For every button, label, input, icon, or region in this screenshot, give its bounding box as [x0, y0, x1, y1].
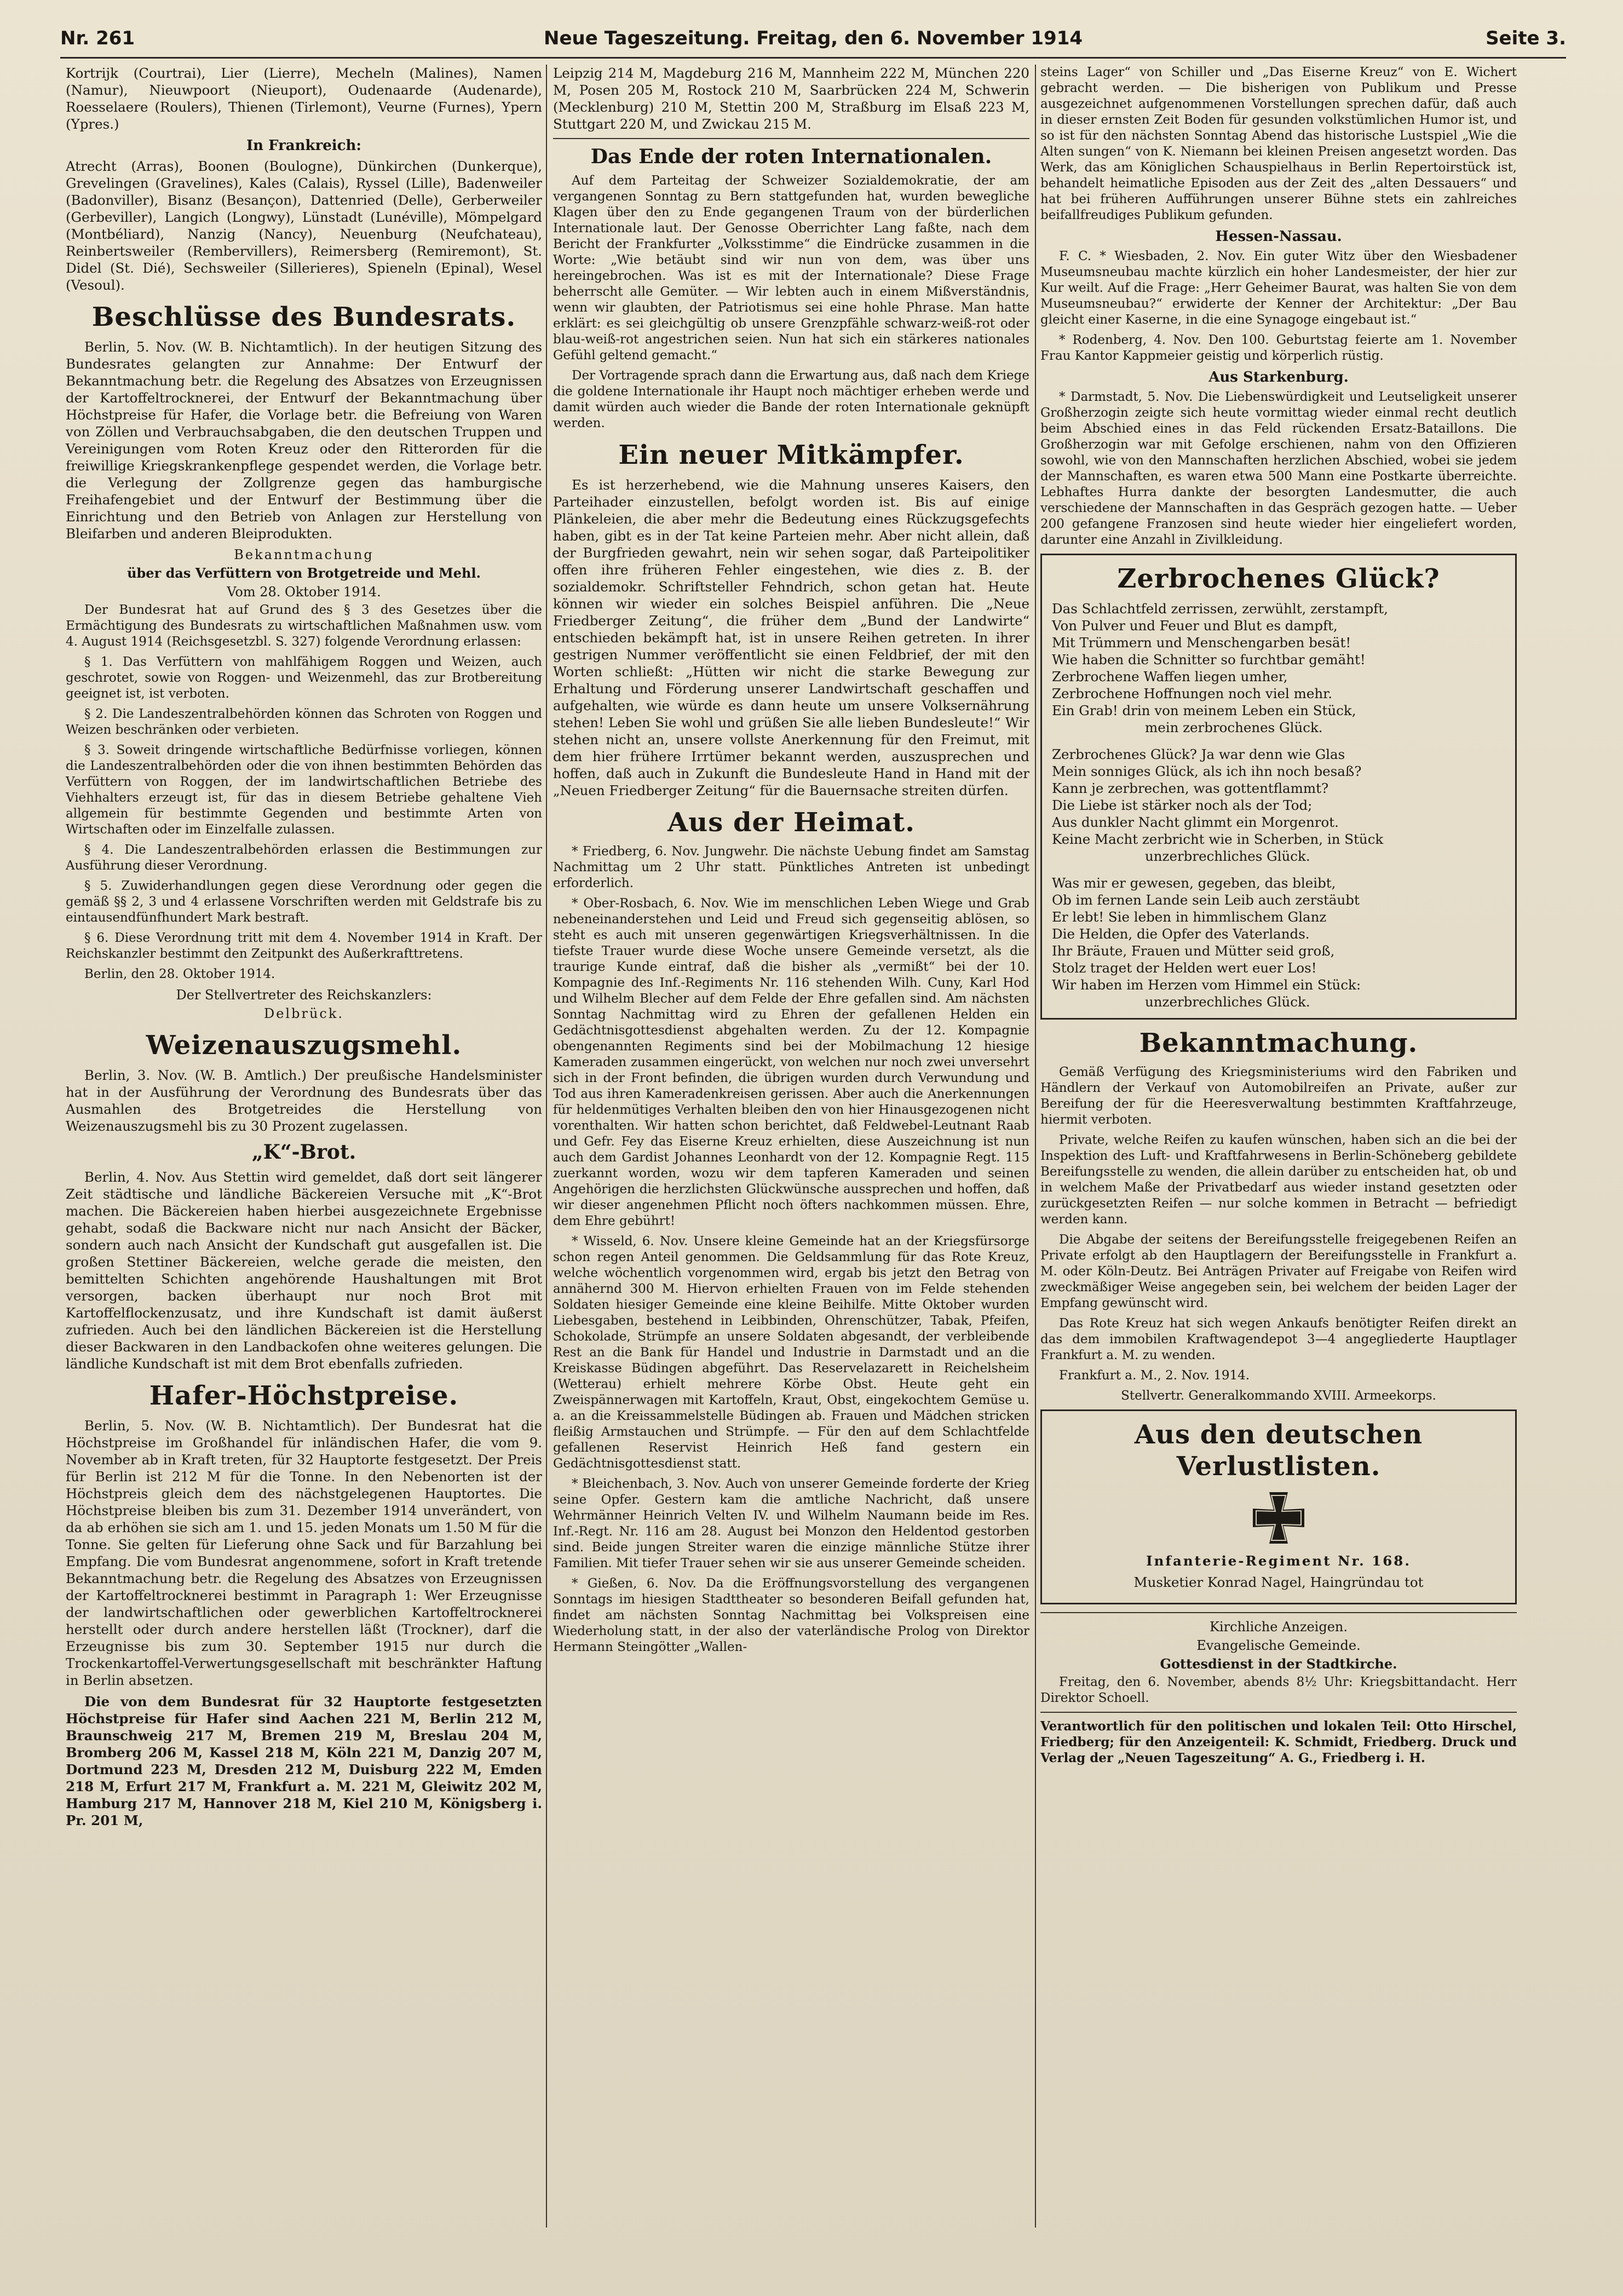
poem-line: Mit Trümmern und Menschengarben besät!	[1052, 635, 1351, 651]
church-service-place: Gottesdienst in der Stadtkirche.	[1160, 1656, 1397, 1672]
divider	[553, 138, 1029, 139]
poem-line: unzerbrechliches Glück.	[1145, 994, 1310, 1010]
place-list-heading: In Frankreich:	[246, 137, 362, 154]
notice-date: Vom 28. Oktober 1914.	[227, 584, 381, 600]
local-news-giessen: * Gießen, 6. Nov. Da die Eröffnungsvorstellung des vergangenen Sonntags im hiesigen Stadttheater so besonderen Beifall gefunden hat, findet am nächsten Sonntag Nachmittag bei Volkspreisen eine Wiederholung statt, in der also der vaterländische Prolog von Direktor Hermann Steingötter „Wallen-	[553, 1576, 1029, 1654]
poem-stanza-3	[1052, 874, 1505, 1010]
iron-cross-icon	[1248, 1488, 1309, 1548]
article-text-hafer-1: Berlin, 5. Nov. (W. B. Nichtamtlich). Der Bundesrat hat die Höchstpreise im Großhandel für inländischen Hafer, die vom 9. November ab in Kraft treten, für 32 Hauptorte festgesetzt. Der Preis für Berlin ist 212 M für die Tonne. In den Nebenorten ist der Höchstpreis gleich dem des nächstgelegenen Hauptortes. Die Höchstpreise bleiben bis zum 31. Dezember 1914 unverändert, von da ab erhöhen sie sich am 1. und 15. jeden Monats um 1.50 M für die Tonne. Sie gelten für Lieferung ohne Sack und für Barzahlung bei Empfang. Die vom Bundesrat angenommene, sofort in Kraft tretende Bekanntmachung betr. die Regelung des Absatzes von Erzeugnissen der Kartoffeltrocknerei bestimmt in Paragraph 1: Wer Erzeugnisse der landwirtschaftlichen oder gewerblichen Kartoffeltrocknerei herstellt oder durch andere herstellen läßt (Trockner), darf die Erzeugnisse bis zum 30. September 1915 nur durch die Trockenkartoffel-Verwertungsgesellschaft mit beschränkter Haftung in Berlin absetzen.	[66, 1418, 542, 1688]
article-text-hafer-2: Die von dem Bundesrat für 32 Hauptorte festgesetzten Höchstpreise für Hafer sind Aachen 221 M, Berlin 212 M, Braunschweig 217 M, Bremen 219 M, Breslau 204 M, Bromberg 206 M, Kassel 218 M, Köln 221 M, Danzig 207 M, Dortmund 223 M, Dresden 212 M, Duisburg 222 M, Emden 218 M, Erfurt 217 M, Frankfurt a. M. 221 M, Gleiwitz 202 M, Hamburg 217 M, Hannover 218 M, Kiel 210 M, Königsberg i. Pr. 201 M,	[66, 1694, 542, 1828]
poem-line: Zerbrochene Waffen liegen umher,	[1052, 669, 1288, 684]
column-2	[553, 65, 1029, 1660]
hafer-prices-continued: Leipzig 214 M, Magdeburg 216 M, Mannheim 222 M, München 220 M, Posen 205 M, Rostock 210 M, Saarbrücken 224 M, Schwerin (Mecklenburg) 210 M, Stettin 200 M, Straßburg im Elsaß 223 M, Stuttgart 220 M, und Zwickau 215 M.	[553, 65, 1029, 132]
notice-reifen-1: Gemäß Verfügung des Kriegsministeriums wird den Fabriken und Händlern der Verkauf von Automobilreifen an Private, außer zur Bereifung der für die Heeresverwaltung bestimmten Kraftfahrzeuge, hiermit verboten.	[1040, 1065, 1517, 1127]
notice-par-5: § 5. Zuwiderhandlungen gegen diese Verordnung oder gegen die gemäß §§ 2, 3 und 4 erlassene Vorschriften werden mit Geldstrafe bis zu eintausendfünfhundert Mark bestraft.	[66, 879, 542, 925]
article-text-kbrot: Berlin, 4. Nov. Aus Stettin wird gemeldet, daß dort seit längerer Zeit städtische und ländliche Bäckereien Versuche mit „K“-Brot machen. Die Bäckereien haben hierbei ausgezeichnete Ergebnisse gehabt, sodaß die Backware nicht nur nach Ansicht der Bäcker, sondern auch nach Ansicht der Kundschaft gut ausgefallen ist. Die großen Stettiner Bäckereien, welche gerade die meisten, den bemittelten Schichten angehörende Haushaltungen mit Brot versorgen, backen überhaupt nur noch Brot mit Kartoffelflockenzusatz, und ihre Kundschaft ist damit äußerst zufrieden. Auch bei den ländlichen Bäckereien ist die Herstellung dieser Backwaren in den Landbackofen ohne weiteres gelungen. Die ländliche Kundschaft ist mit dem Brot ebenfalls zufrieden.	[66, 1169, 542, 1372]
poem-line: Aus dunkler Nacht glimmt ein Morgenrot.	[1052, 814, 1339, 830]
local-news-wisseld: * Wisseld, 6. Nov. Unsere kleine Gemeinde hat an der Kriegsfürsorge schon regen Anteil genommen. Die Geldsammlung für das Rote Kreuz, welche wöchentlich vorgenommen wird, ergab bis jetzt den Betrag von annähernd 300 M. Hiervon erhielten Frauen von im Felde stehenden Soldaten hiesiger Gemeinde eine kleine Beihilfe. Mitte Oktober wurden Liebesgaben, bestehend in Leibbinden, Ohrenschützer, Tabak, Pfeifen, Schokolade, Strümpfe an unsere Soldaten abgesandt, der verbleibende Rest an die Bank für Handel und Industrie in Darmstadt und an die Kreiskasse Büdingen abgeführt. Das Reservelazarett in Reichelsheim (Wetterau) erhielt mehrere Körbe Obst. Heute geht ein Zweispännerwagen mit Kartoffeln, Kraut, Obst, eingekochtem Gemüse u. a. an die Kreissammelstelle Büdingen ab. Frauen und Mädchen stricken fleißig Armstauchen und Strümpfe. — Für den auf dem Schlachtfelde gefallenen Reservist Heinrich Heß fand gestern ein Gedächtnisgottesdienst statt.	[553, 1234, 1029, 1471]
masthead-line: Neue Tageszeitung. Freitag, den 6. November 1914	[543, 27, 1083, 49]
poem-line: Das Schlachtfeld zerrissen, zerwühlt, zerstampft,	[1052, 601, 1388, 617]
article-heading-bekanntmachung: Bekanntmachung.	[1139, 1028, 1418, 1058]
giessen-continued: steins Lager“ von Schiller und „Das Eiserne Kreuz“ von E. Wichert gebracht werden. — Die bisherigen von Publikum und Presse ausgezeichnet aufgenommenen Vorstellungen sprechen dafür, daß auch in dieser ernsten Zeit Boden für gesunden volkstümlichen Humor ist, und so ist für den nächsten Sonntag Abend das historische Lustspiel „Wie die Alten sungen“ von K. Niemann bei kleinen Preisen angesetzt worden. Das Werk, das am Königlichen Schauspielhaus in Berlin Repertoirstück ist, behandelt heimatliche Episoden aus der Zeit des „alten Dessauers“ und hat bei früheren Aufführungen unserer Bühne stets ein zahlreiches beifallfreudiges Publikum gefunden.	[1040, 65, 1517, 222]
local-news-ober-rosbach: * Ober-Rosbach, 6. Nov. Wie im menschlichen Leben Wiege und Grab nebeneinanderstehen und Leid und Freud sich gegenseitig ablösen, so steht es auch mit unseren gegenwärtigen Kriegsverhältnissen. In die tiefste Trauer wurde diese Woche unsere Gemeinde versetzt, als die traurige Kunde eintraf, daß die bisher als „vermißt“ bei der 10. Kompagnie des Inf.-Regiments Nr. 116 stehenden Wilh. Cuny, Karl Hod und Wilhelm Blecher auf dem Felde der Ehre gefallen sind. Am nächsten Sonntag Nachmittag wird zu Ehren der gefallenen Helden ein Gedächtnisgottesdienst abgehalten werden. Zu der 12. Kompagnie obengenannten Regiments sind bei der Mobilmachung 12 hiesige Kameraden zusammen eingerückt, von welchen nur noch zwei unversehrt sich in der Front befinden, die übrigen wurden durch Verwundung und Tod aus ihren Kameradenkreisen gerissen. Aber auch die Anerkennungen für heldenmütiges Verhalten bleiben den von hier Hinausgezogenen nicht vorenthalten. Wir hatten schon berichtet, daß Feldwebel-Leutnant Raab und Gefr. Fey das Eiserne Kreuz erhielten, diese Auszeichnung ist nun auch dem Gardist Johannes Leonhardt von der 12. Kompagnie Regt. 115 zuerkannt worden, wozu wir dem tapferen Kameraden und seinen Angehörigen die herzlichsten Glückwünsche aussprechen und hoffen, daß wir dieser angenehmen Pflicht noch öfters nachkommen müssen. Ehre, dem Ehre gebührt!	[553, 896, 1029, 1228]
poem-line: Wie haben die Schnitter so furchtbar gemäht!	[1052, 652, 1366, 667]
local-news-wiesbaden: F. C. * Wiesbaden, 2. Nov. Ein guter Witz über den Wiesbadener Museumsneubau machte kürzlich ein hoher Landesmeister, der hier zur Kur weilt. Auf die Frage: „Herr Geheimer Baurat, was halten Sie von dem Museumsneubau?“ erwiderte der Kenner der Architektur: „Der Bau gleicht einer Kaserne, in die eine Synagoge eingebaut ist.“	[1040, 249, 1517, 327]
poem-line: Zerbrochenes Glück? Ja war denn wie Glas	[1052, 746, 1345, 762]
article-text-weizen: Berlin, 3. Nov. (W. B. Amtlich.) Der preußische Handelsminister hat in der Ausführung der Verordnung des Bundesrats über das Ausmahlen des Brotgetreides die Herstellung von Weizenauszugsmehl bis zu 30 Prozent zugelassen.	[66, 1067, 542, 1134]
notice-par-1: § 1. Das Verfüttern von mahlfähigem Roggen und Weizen, auch geschrotet, sowie von Roggen- und Weizenmehl, das zur Brotbereitung geeignet ist, ist verboten.	[66, 655, 542, 701]
poem-line: mein zerbrochenes Glück.	[1145, 720, 1323, 735]
notice-reifen-4: Das Rote Kreuz hat sich wegen Ankaufs benötigter Reifen direkt an das dem immobilen Kraftwagendepot 3—4 angegliederte Hauptlager Frankfurt a. M. zu wenden.	[1040, 1316, 1517, 1362]
poem-line: Wir haben im Herzen vom Himmel ein Stück:	[1052, 977, 1361, 993]
poem-line: Ob im fernen Lande sein Leib auch zerstäubt	[1052, 892, 1360, 908]
casualty-box	[1040, 1409, 1517, 1604]
church-subheading: Evangelische Gemeinde.	[1196, 1638, 1361, 1653]
poem-line: Ihr Bräute, Frauen und Mütter seid groß,	[1052, 943, 1335, 959]
poem-line: Was mir er gewesen, gegeben, das bleibt,	[1052, 875, 1336, 891]
article-text-bundesrat: Berlin, 5. Nov. (W. B. Nichtamtlich). In der heutigen Sitzung des Bundesrates gelangten zur Annahme: Der Entwurf der Bekanntmachung betr. die Regelung des Absatzes von Erzeugnissen der Kartoffeltrocknerei, der Entwurf der Bekanntmachung über Höchstpreise für Hafer, die Vorlage betr. die Befreiung von Waren von Zöllen und Verbrauchsabgaben, die den deutschen Truppen und Vereinigungen vom Roten Kreuz oder den Ritterorden für die freiwillige Kriegskrankenpflege gespendet werden, die Vorlage betr. die Verlegung der Zollgrenze gegen das hamburgische Freihafengebiet und der Entwurf der Bestimmung über die Einrichtung und den Betrieb von Anlagen zur Herstellung von Bleifarben und anderen Bleiprodukten.	[66, 339, 542, 542]
column-rule-1	[546, 65, 547, 2228]
place-list-france: Atrecht (Arras), Boonen (Boulogne), Dünkirchen (Dunkerque), Grevelingen (Gravelines), Kales (Calais), Ryssel (Lille), Badenweiler (Badonviller), Bisanz (Besançon), Dattenried (Delle), Gerberweiler (Gerbeviller), Langich (Longwy), Lünstadt (Lunéville), Mömpelgard (Montbéliard), Nanzig (Nancy), Neuenburg (Neufchateau), Reinbertsweiler (Rembervillers), Reimersberg (Remiremont), St. Didel (St. Dié), Sechsweiler (Sillerieres), Spieneln (Epinal), Wesel (Vesoul).	[66, 158, 542, 293]
poem-line: Mein sonniges Glück, als ich ihn noch besaß?	[1052, 763, 1362, 779]
notice-intro: Der Bundesrat hat auf Grund des § 3 des Gesetzes über die Ermächtigung des Bundesrats zu wirtschaftlichen Maßnahmen usw. vom 4. August 1914 (Reichsgesetzbl. S. 327) folgende Verordnung erlassen:	[66, 603, 542, 649]
article-heading-mitkaempfer: Ein neuer Mitkämpfer.	[618, 440, 964, 470]
article-heading-bundesrat: Beschlüsse des Bundesrats.	[91, 302, 516, 332]
casualty-heading: Aus den deutschen Verlustlisten.	[1134, 1419, 1423, 1482]
casualty-regiment: Infanterie-Regiment Nr. 168.	[1146, 1553, 1411, 1569]
notice-signature-name: Delbrück.	[263, 1006, 344, 1021]
section-heading-hessen-nassau: Hessen-Nassau.	[1215, 228, 1342, 245]
notice-par-2: § 2. Die Landeszentralbehörden können das Schroten von Roggen und Weizen beschränken oder verbieten.	[66, 707, 542, 737]
notice-signature-role: Der Stellvertreter des Reichskanzlers:	[176, 987, 432, 1003]
divider	[1040, 1712, 1517, 1713]
poem-stanza-1	[1052, 600, 1505, 736]
article-text-internationale-1: Auf dem Parteitag der Schweizer Sozialdemokratie, der am vergangenen Sonntag zu Bern stattgefunden hat, wurden bewegliche Klagen über den zu Ende gegangenen Traum von der bürderlichen Internationale laut. Der Genosse Oberrichter Lang faßte, nach dem Bericht der Frankfurter „Volksstimme“ die Eindrücke zusammen in die Worte: „Wie betäubt sind wir nun von dem, was über uns hereingebrochen. Was ist es mit der Internationale? Diese Frage beherrscht alle Gemüter. — Wir lebten auch in einem Mißverständnis, wenn wir glaubten, der Patriotismus sei eine hohle Phrase. Man hatte erklärt: es sei gleichgültig ob unsere Grenzpfähle schwarz-weiß-rot oder blau-weiß-rot angestrichen seien. Nun hat sich ein stärkeres nationales Gefühl geltend gemacht.“	[553, 174, 1029, 362]
local-news-rodenberg: * Rodenberg, 4. Nov. Den 100. Geburtstag feierte am 1. November Frau Kantor Kappmeier geistig und körperlich rüstig.	[1040, 333, 1517, 363]
article-text-mitkaempfer: Es ist herzerhebend, wie die Mahnung unseres Kaisers, den Parteihader einzustellen, befolgt worden ist. Bis auf einige Plänkeleien, die aber mehr die Bedeutung eines Rückzugsgefechts haben, gibt es in der Tat keine Parteien mehr. Aber nicht allein, daß der Burgfrieden gewahrt, nein wir sehen sogar, daß Parteipolitiker offen ihre früheren Fehler eingestehen, wie dies z. B. der sozialdemokr. Schriftsteller Fehndrich, schon getan hat. Heute können wir wieder ein solches Beispiel anführen. Die „Neue Friedberger Zeitung“, die früher dem „Bund der Landwirte“ entschieden bekämpft hat, ist in unsere Reihen getreten. In ihrer gestrigen Nummer veröffentlicht sie einen Feldbrief, der mit den Worten schließt: „Hütten wir nicht die starke Bewegung zur Erhaltung und Förderung unserer Landwirtschaft geschaffen und aufgehalten, wie würde es dann heute um unsere Volksernährung stehen! Leben Sie wohl und grüßen Sie alle lieben Bundesleute!“ Wir stehen nicht an, unsere vollste Anerkennung für den Freimut, mit dem hier frühere Irrtümer bekannt werden, auszusprechen und hoffen, daß auch in Zukunft die Bundesleute Hand in Hand mit der „Neuen Friedberger Zeitung“ für die Bauernsache streiten dürfen.	[553, 477, 1029, 798]
poem-line: Er lebt! Sie leben in himmlischem Glanz	[1052, 909, 1327, 925]
notice-subtitle: über das Verfüttern von Brotgetreide und Mehl.	[127, 565, 481, 581]
notice-reifen-3: Die Abgabe der seitens der Bereifungsstelle freigegebenen Reifen an Private erfolgt ab den Hauptlagern der Bereifungsstelle in Frankfurt a. M. oder Köln-Deutz. Bei Anträgen Privater auf Freigabe von Reifen wird zweckmäßiger Weise angegeben sein, bei welchem der beiden Lager der Empfang gewünscht wird.	[1040, 1233, 1517, 1310]
notice-par-4: § 4. Die Landeszentralbehörden erlassen die Bestimmungen zur Ausführung dieser Verordnung.	[66, 843, 542, 873]
poem-title: Zerbrochenes Glück?	[1117, 563, 1440, 594]
article-heading-internationale: Das Ende der roten Internationalen.	[590, 145, 992, 168]
section-heading-heimat: Aus der Heimat.	[667, 807, 915, 838]
poem-body	[1052, 600, 1505, 1010]
column-1	[66, 65, 542, 1833]
poem-line: Zerbrochene Hoffnungen noch viel mehr.	[1052, 686, 1332, 701]
local-news-darmstadt: * Darmstadt, 5. Nov. Die Liebenswürdigkeit und Leutseligkeit unserer Großherzogin zeigte sich heute vormittag wieder einmal recht deutlich beim Abschied eines in das Feld rückenden Ersatz-Bataillons. Die Großherzogin war mit Gefolge erschienen, nahm von den Offizieren sowohl, wie von den Mannschaften herzlichen Abschied, wobei sie jedem der Mannschaften, es waren etwa 500 Mann eine Postkarte überreichte. Lebhaftes Hurra dankte der besorgten Landesmutter, die auch verschiedene der Mannschaften in das Gespräch gezogen hatte. — Ueber 200 gefangene Franzosen sind heute wieder hier eingeliefert worden, darunter eine Anzahl in Zivilkleidung.	[1040, 390, 1517, 547]
local-news-bleichenbach: * Bleichenbach, 3. Nov. Auch von unserer Gemeinde forderte der Krieg seine Opfer. Gestern kam die amtliche Nachricht, daß unsere Wehrmänner Heinrich Velten IV. und Wilhelm Naumann beide im Res. Inf.-Regt. Nr. 116 am 28. August bei Monzon den Heldentod gestorben sind. Beide jungen Streiter waren die einzige männliche Stütze ihrer Familien. Mit tiefer Trauer sehen wir sie aus unserer Gemeinde scheiden.	[553, 1477, 1029, 1570]
issue-number: Nr. 261	[60, 27, 135, 49]
poem-line: Stolz traget der Helden wert euer Los!	[1052, 960, 1317, 976]
notice-title: Bekanntmachung	[234, 547, 374, 562]
page-number: Seite 3.	[1486, 27, 1566, 49]
poem-line: Keine Macht zerbricht wie in Scherben, in Stück	[1052, 831, 1384, 847]
poem-line: Die Helden, die Opfer des Vaterlands.	[1052, 926, 1310, 942]
article-heading-hafer: Hafer-Höchstpreise.	[149, 1380, 459, 1411]
imprint: Verantwortlich für den politischen und lokalen Teil: Otto Hirschel, Friedberg; für den Anzeigenteil: K. Schmidt, Friedberg. Druck und Verlag der „Neuen Tageszeitung“ A. G., Friedberg i. H.	[1040, 1719, 1517, 1765]
poem-line: Die Liebe ist stärker noch als der Tod;	[1052, 797, 1313, 813]
article-heading-kbrot: „K“-Brot.	[251, 1141, 356, 1164]
poem-line: Kann je zerbrechen, was gottentflammt?	[1052, 780, 1329, 796]
church-service-text: Freitag, den 6. November, abends 8½ Uhr: Kriegsbittandacht. Herr Direktor Schoell.	[1040, 1675, 1517, 1705]
column-3	[1040, 65, 1517, 1770]
local-news-friedberg: * Friedberg, 6. Nov. Jungwehr. Die nächste Uebung findet am Samstag Nachmittag um 2 Uhr statt. Pünktliches Antreten ist unbedingt erforderlich.	[553, 844, 1029, 890]
notice-par-6: § 6. Diese Verordnung tritt mit dem 4. November 1914 in Kraft. Der Reichskanzler bestimmt den Zeitpunkt des Außerkrafttretens.	[66, 931, 542, 961]
section-heading-starkenburg: Aus Starkenburg.	[1208, 369, 1349, 385]
page-header	[60, 24, 1566, 59]
poem-line: unzerbrechliches Glück.	[1145, 848, 1310, 864]
notice-reifen-date: Frankfurt a. M., 2. Nov. 1914.	[1059, 1368, 1250, 1383]
article-heading-weizen: Weizenauszugsmehl.	[146, 1030, 462, 1061]
casualty-entry: Musketier Konrad Nagel, Haingründau tot	[1133, 1574, 1424, 1590]
article-text-internationale-2: Der Vortragende sprach dann die Erwartung aus, daß nach dem Kriege die goldene Internationale ihr Haupt noch mächtiger erheben werde und damit würden auch wieder die Bande der roten Internationale geknüpft werden.	[553, 369, 1029, 430]
notice-par-3: § 3. Soweit dringende wirtschaftliche Bedürfnisse vorliegen, können die Landeszentralbehörden oder die von ihnen bestimmten Behörden das Verfüttern von Roggen, der im landwirtschaftlichen Betriebe des Viehhalters erzeugt ist, für das in diesem Betriebe gehaltene Vieh allgemein für bestimmte Gegenden und bestimmte Arten von Wirtschaften oder im Einzelfalle zulassen.	[66, 743, 542, 837]
column-rule-2	[1035, 65, 1036, 2228]
notice-signature-place: Berlin, den 28. Oktober 1914.	[84, 967, 275, 981]
place-list-belgium: Kortrijk (Courtrai), Lier (Lierre), Mecheln (Malines), Namen (Namur), Nieuwpoort (Nieuport), Oudenaarde (Audenarde), Roesselaere (Roulers), Thienen (Tirlemont), Veurne (Furnes), Ypern (Ypres.)	[66, 65, 542, 132]
notice-reifen-2: Private, welche Reifen zu kaufen wünschen, haben sich an die bei der Inspektion des Luft- und Kraftfahrwesens in Berlin-Schöneberg gebildete Bereifungsstelle zu wenden, die allein darüber zu entscheiden hat, ob und in welchem Maße der Privatbedarf aus wieder instand gesetzten oder zurückgesetzten Reifen — nur solche kommen in Betracht — befriedigt werden kann.	[1040, 1133, 1517, 1227]
poem-box	[1040, 554, 1517, 1020]
divider	[1040, 1612, 1517, 1613]
notice-reifen-signature: Stellvertr. Generalkommando XVIII. Armeekorps.	[1121, 1389, 1436, 1403]
church-heading: Kirchliche Anzeigen.	[1209, 1619, 1348, 1635]
poem-line: Ein Grab! drin von meinem Leben ein Stück,	[1052, 703, 1356, 718]
poem-stanza-2	[1052, 746, 1505, 865]
poem-line: Von Pulver und Feuer und Blut es dampft,	[1052, 618, 1338, 634]
